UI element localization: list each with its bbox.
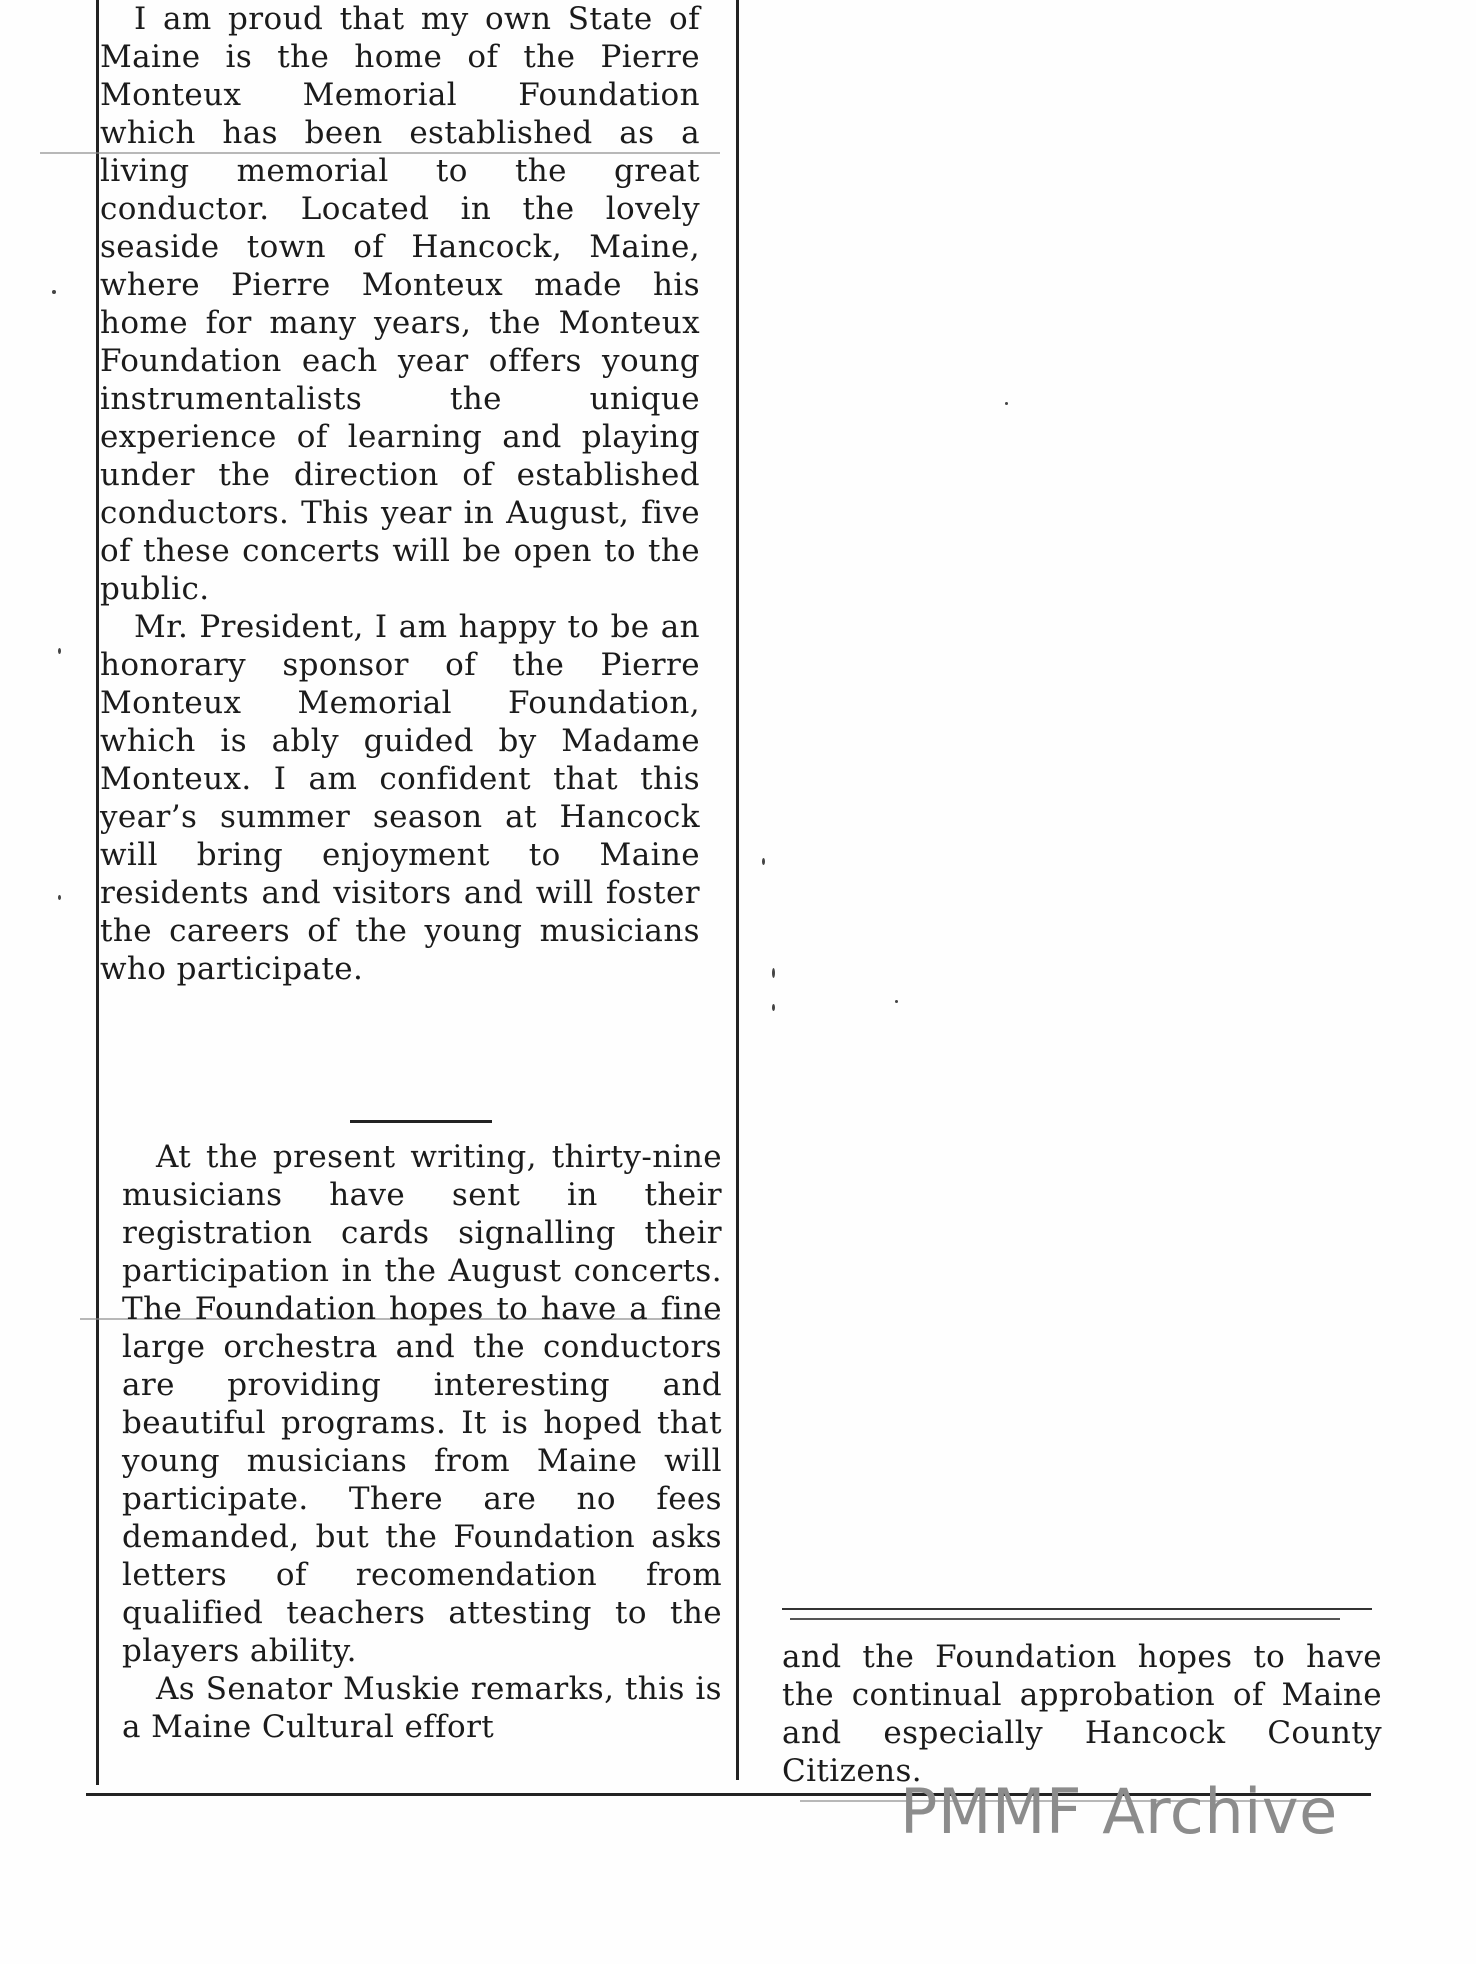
article-paragraph: As Senator Muskie remarks, this is a Maine Cultural effort [122,1671,722,1745]
column-rule-left [96,0,99,1785]
article-paragraph: Mr. President, I am happy to be an honorary sponsor of the Pierre Monteux Memorial Foundation, which is ably guided by Madame Monteux. I am confident that this year’s summer season at Hancock will bring enjoyment to Maine residents and visitors and will foster the careers of the young musicians who participate. [100,609,700,987]
left-column-bottom [122,1138,722,1746]
article-paragraph: I am proud that my own State of Maine is the home of the Pierre Monteux Memorial Foundation which has been established as a living memorial to the great conductor. Located in the lovely seaside town of Hancock, Maine, where Pierre Monteux made his home for many years, the Monteux Foundation each year offers young instrumentalists the unique experience of learning and playing under the direction of established conductors. This year in August, five of these concerts will be open to the public. [100,1,700,607]
column-rule-middle [736,0,739,1780]
scan-speck [895,1000,898,1003]
right-column-top-rule [782,1608,1372,1610]
scan-speck [1005,402,1008,405]
left-column-top [100,0,700,988]
article-paragraph: and the Foundation hopes to have the continual approbation of Maine and especially Hancock County Citizens. [782,1639,1382,1789]
scan-speck [58,895,61,900]
right-column [782,1638,1382,1790]
scan-speck [772,1004,775,1011]
scan-speck [772,968,775,978]
article-paragraph: At the present writing, thirty-nine musicians have sent in their registration cards signalling their participation in the August concerts. The Foundation hopes to have a fine large orchestra and the conductors are providing interesting and beautiful programs. It is hoped that young musicians from Maine will participate. There are no fees demanded, but the Foundation asks letters of recomendation from qualified teachers attesting to the players ability. [122,1139,722,1669]
scan-speck [52,290,56,294]
scan-speck [762,858,765,865]
scan-speck [58,648,61,654]
right-column-top-rule-faint [790,1618,1340,1620]
archive-watermark: PMMF Archive [900,1775,1338,1848]
section-divider [350,1120,492,1123]
